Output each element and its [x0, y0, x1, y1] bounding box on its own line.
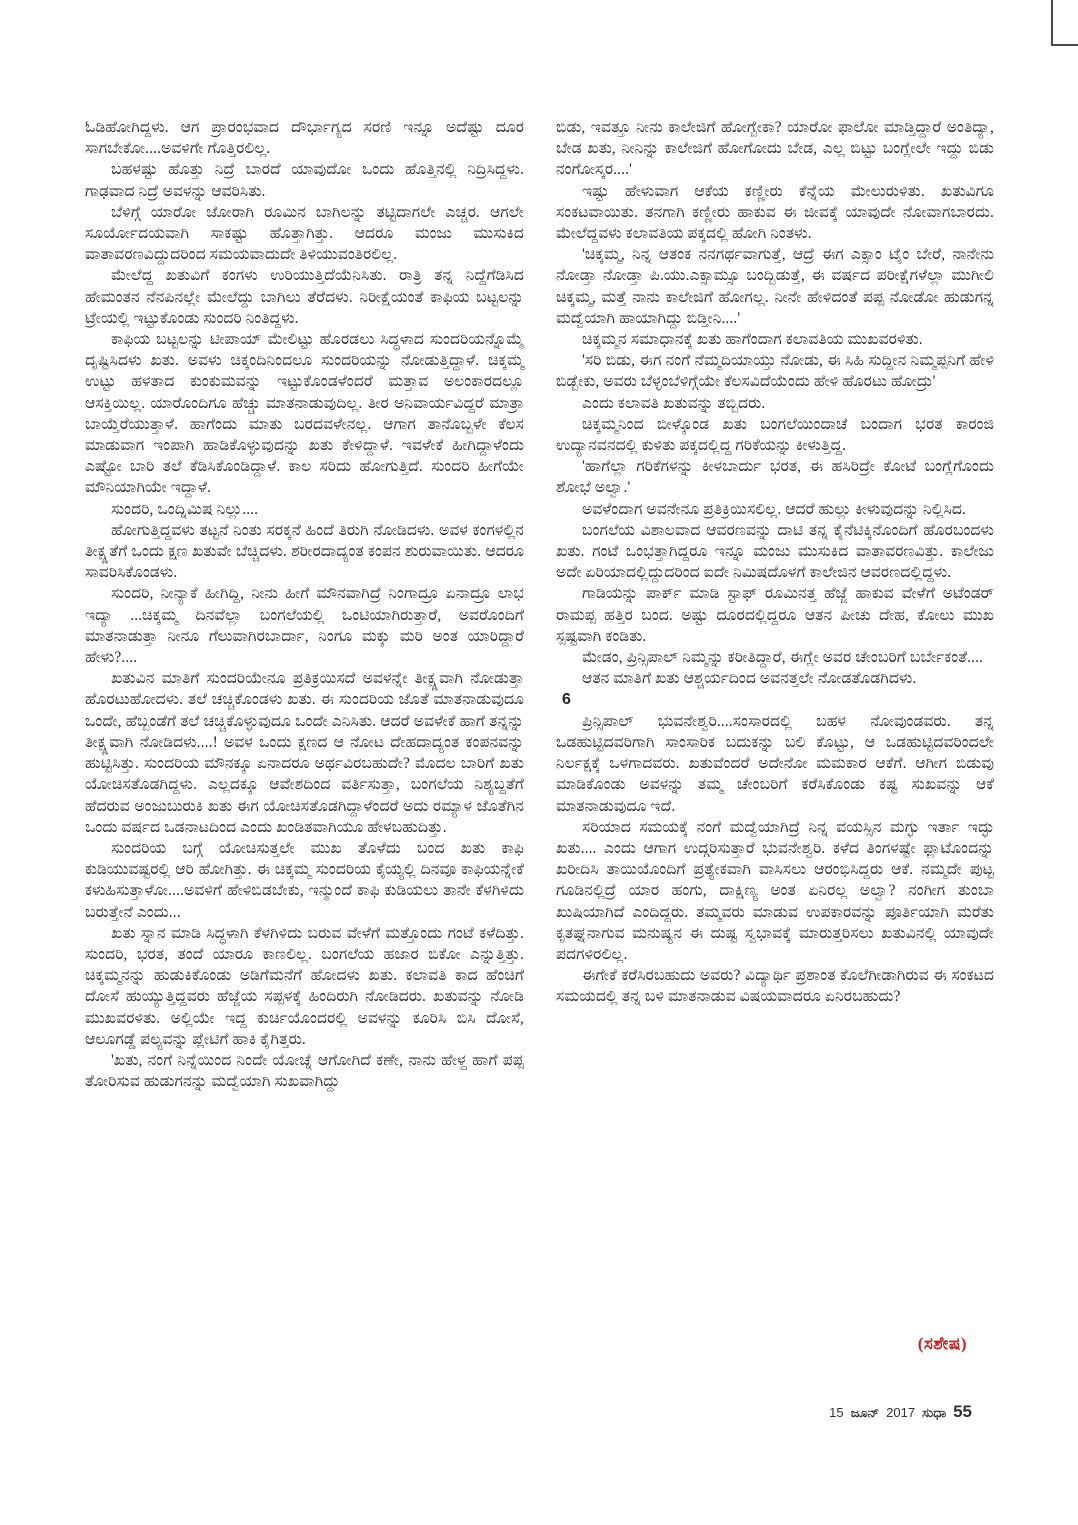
continuation-note: (ಸಶೇಷ) [917, 1334, 967, 1353]
paragraph: ಖತುವಿನ ಮಾತಿಗೆ ಸುಂದರಿಯೇನೂ ಪ್ರತಿಕ್ರಯಿಸದೆ ಅವಳನ್ನೇ ತೀಕ್ಷ್ಣವಾಗಿ ನೋಡುತ್ತಾ ಹೊರಟುಹೋದಳು. ತಲೆ ಚಚ್ಚಿಕೊಂಡಳು ಖತು. ಈ ಸುಂದರಿಯ ಜೊತೆ ಮಾತನಾಡುವುದೂ ಒಂದೇ, ಹೆಬ್ಬಂಡೆಗೆ ತಲೆ ಚಚ್ಚಿಕೊಳ್ಳುವುದೂ ಒಂದೇ ಎನಿಸಿತು. ಆದರೆ ಅವಳೇಕೆ ಹಾಗೆ ತನ್ನನ್ನು ತೀಕ್ಷ್ಣವಾಗಿ ನೋಡಿದಳು....! ಅವಳ ಒಂದು ಕ್ಷಣದ ಆ ನೋಟ ದೇಹದಾದ್ಯಂತ ಕಂಪನವನ್ನು ಹುಟ್ಟಿಸಿತ್ತು. ಸುಂದರಿಯ ಮೌನಕ್ಕೂ ಏನಾದರೂ ಅರ್ಥವಿರಬಹುದೇ? ಮೊದಲ ಬಾರಿಗೆ ಖತು ಯೋಚಿಸತೊಡಗಿದ್ದಳು. ಎಲ್ಲದಕ್ಕೂ ಆವೇಶದಿಂದ ವರ್ತಿಸುತ್ತಾ, ಬಂಗಲೆಯ ನಿಶ್ಯಬ್ದತೆಗೆ ಹೆದರುವ ಅಂಜುಬುರುಕಿ ಖತು ಈಗ ಯೋಚಿಸತೊಡಗಿದ್ದಾಳೆಂದರೆ ಅದು ರಮ್ಯಾಳ ಜೊತೆಗಿನ ಒಂದು ವರ್ಷದ ಒಡನಾಟದಿಂದ ಎಂದು ಖಂಡಿತವಾಗಿಯೂ ಹೇಳಬಹುದಿತ್ತು. [85, 670, 524, 836]
paragraph: ಇಷ್ಟು ಹೇಳುವಾಗ ಆಕೆಯ ಕಣ್ಣೀರು ಕೆನ್ನೆಯ ಮೇಲುರುಳಿತು. ಖತುವಿಗೂ ಸಂಕಟವಾಯಿತು. ತನಗಾಗಿ ಕಣ್ಣೀರು ಹಾಕುವ ಈ ಜೀವಕ್ಕೆ ಯಾವುದೇ ನೋವಾಗಬಾರದು. ಮೇಲೆದ್ದವಳು ಕಲಾವತಿಯ ಪಕ್ಕದಲ್ಲಿ ಹೋಗಿ ನಿಂತಳು. [556, 182, 994, 243]
paragraph: ಬೆಳಿಗ್ಗೆ ಯಾರೋ ಜೋರಾಗಿ ರೂಮಿನ ಬಾಗಿಲನ್ನು ತಟ್ಟಿದಾಗಲೇ ಎಚ್ಚರ. ಆಗಲೇ ಸೂರ್ಯೋದಯವಾಗಿ ಸಾಕಷ್ಟು ಹೊತ್ತಾಗಿತ್ತು. ಆದರೂ ಮಂಜು ಮುಸುಕಿದ ವಾತಾವರಣವಿದ್ದುದರಿಂದ ಸಮಯವಾದುದೇ ತಿಳಿಯುವಂತಿರಲಿಲ್ಲ. [85, 203, 524, 264]
text-column-left [85, 117, 524, 1092]
paragraph: ಚಿಕ್ಕಮ್ಮನ ಸಮಾಧಾನಕ್ಕೆ ಖತು ಹಾಗೆಂದಾಗ ಕಲಾವತಿಯ ಮುಖವರಳಿತು. [582, 331, 923, 349]
paragraph: ಸುಂದರಿಯ ಬಗ್ಗೆ ಯೋಚಿಸುತ್ತಲೇ ಮುಖ ತೊಳೆದು ಬಂದ ಖತು ಕಾಫಿ ಕುಡಿಯುವಷ್ಟರಲ್ಲಿ ಆರಿ ಹೋಗಿತ್ತು. ಈ ಚಿಕ್ಕಮ್ಮ ಸುಂದರಿಯ ಕೈಯ್ಯಲ್ಲಿ ದಿನವೂ ಕಾಫಿಯನ್ನೇಕೆ ಕಳುಹಿಸುತ್ತಾಳೋ....ಅವಳಿಗೆ ಹೇಳಿಬಿಡಬೇಕು, ಇನ್ಮುಂದೆ ಕಾಫಿ ಕುಡಿಯಲು ತಾನೇ ಕೆಳಗಿಳಿದು ಬರುತ್ತೇನೆ ಎಂದು... [85, 839, 524, 921]
text-column-right [556, 117, 994, 1008]
paragraph: ಸರಿಯಾದ ಸಮಯಕ್ಕೆ ನಂಗೆ ಮದ್ವೆಯಾಗಿದ್ರೆ ನಿನ್ನ ವಯಸ್ಸಿನ ಮಗ್ಳು ಇರ್ತಾ ಇದ್ಳು ಖತು.... ಎಂದು ಆಗಾಗ ಉದ್ಗರಿಸುತ್ತಾರೆ ಭುವನೇಶ್ವರಿ. ಕಳೆದ ತಿಂಗಳಷ್ಟೇ ಫ್ಲಾಟೊಂದನ್ನು ಖರೀದಿಸಿ ತಾಯಿಯೊಂದಿಗೆ ಪ್ರತ್ಯೇಕವಾಗಿ ವಾಸಿಸಲು ಆರಂಭಿಸಿದ್ದರು ಆಕೆ. ನಮ್ಮದೇ ಪುಟ್ಟ ಗೂಡಿನಲ್ಲಿದ್ರೆ ಯಾರ ಹಂಗು, ದಾಕ್ಷಿಣ್ಯ ಅಂತ ಏನಿರಲ್ಲ ಅಲ್ವಾ? ನಂಗೀಗ ತುಂಬಾ ಖುಷಿಯಾಗಿದೆ ಎಂದಿದ್ದರು. ತಮ್ಮವರು ಮಾಡುವ ಉಪಕಾರವನ್ನು ಪೂರ್ತಿಯಾಗಿ ಮರೆತು ಕೃತಘ್ನನಾಗುವ ಮನುಷ್ಯನ ಈ ದುಷ್ಟ ಸ್ವಭಾವಕ್ಕೆ ಮಾರುತ್ತರಿಸಲು ಖತುವಿನಲ್ಲಿ ಯಾವುದೇ ಪದಗಳಿರಲಿಲ್ಲ. [556, 818, 994, 963]
paragraph: ಮೇಲೆದ್ದ ಖತುವಿಗೆ ಕಂಗಳು ಉರಿಯುತ್ತಿದೆಯೆನಿಸಿತು. ರಾತ್ರಿ ತನ್ನ ನಿದ್ದೆಗೆಡಿಸಿದ ಹೇಮಂತನ ನೆನಪಿನಲ್ಲೇ ಮೇಲೆದ್ದು ಬಾಗಿಲು ತೆರೆದಳು. ನಿರೀಕ್ಷೆಯಂತೆ ಕಾಫಿಯ ಬಟ್ಟಲನ್ನು ಟ್ರೇಯಲ್ಲಿ ಇಟ್ಟುಕೊಂಡು ಸುಂದರಿ ನಿಂತಿದ್ದಳು. [85, 267, 525, 327]
paragraph: ಬಂಗಲೆಯ ವಿಶಾಲವಾದ ಆವರಣವನ್ನು ದಾಟಿ ತನ್ನ ಕೈನೆಟಿಕ್ಕಿನೊಂದಿಗೆ ಹೊರಬಂದಳು ಖತು. ಗಂಟೆ ಒಂಭತ್ತಾಗಿದ್ದರೂ ಇನ್ನೂ ಮಂಜು ಮುಸುಕಿದ ವಾತಾವರಣವಿತ್ತು. ಕಾಲೇಜು ಅದೇ ಏರಿಯಾದಲ್ಲಿದ್ದುದರಿಂದ ಐದೇ ನಿಮಿಷದೊಳಗೆ ಕಾಲೇಜಿನ ಆವರಣದಲ್ಲಿದ್ದಳು. [556, 521, 994, 582]
paragraph: ಕಾಫಿಯ ಬಟ್ಟಲನ್ನು ಟೀಪಾಯ್ ಮೇಲಿಟ್ಟು ಹೊರಡಲು ಸಿದ್ಧಳಾದ ಸುಂದರಿಯನ್ನೊಮ್ಮೆ ದೃಷ್ಟಿಸಿದಳು ಖತು. ಅವಳು ಚಿಕ್ಕಂದಿನಿಂದಲೂ ಸುಂದರಿಯನ್ನು ನೋಡುತ್ತಿದ್ದಾಳೆ. ಚಿಕ್ಕಮ್ಮ ಉಟ್ಟು ಹಳತಾದ ಕುಂಕುಮವನ್ನು ಇಟ್ಟುಕೊಂಡಳೆಂದರೆ ಮತ್ತಾವ ಅಲಂಕಾರದಲ್ಲೂ ಆಸಕ್ತಿಯಿಲ್ಲ. ಯಾರೊಂದಿಗೂ ಹೆಚ್ಚು ಮಾತನಾಡುವುದಿಲ್ಲ. ತೀರ ಅನಿವಾರ್ಯವಿದ್ದರೆ ಮಾತ್ರಾ ಬಾಯ್ತೆರೆಯುತ್ತಾಳೆ. ಹಾಗೆಂದು ಮಾತು ಬರದವಳೇನಲ್ಲ. ಆಗಾಗ ತಾನೊಬ್ಬಳೇ ಕೆಲಸ ಮಾಡುವಾಗ ಇಂಪಾಗಿ ಹಾಡಿಕೊಳ್ಳುವುದನ್ನು ಖತು ಕೇಳಿದ್ದಾಳೆ. ಇವಳೇಕೆ ಹೀಗಿದ್ದಾಳೆಂದು ಎಷ್ಟೋ ಬಾರಿ ತಲೆ ಕೆಡಿಸಿಕೊಂಡಿದ್ದಾಳೆ. ಕಾಲ ಸರಿದು ಹೋಗುತ್ತಿದೆ. ಸುಂದರಿ ಹೀಗೆಯೇ ಮೌನಿಯಾಗಿಯೇ ಇದ್ದಾಳೆ. [85, 331, 524, 497]
footer-page-number: 55 [953, 1402, 972, 1421]
paragraph: ಓಡಿಹೋಗಿದ್ದಳು. ಆಗ ಪ್ರಾರಂಭವಾದ ದೌರ್ಭಾಗ್ಯದ ಸರಣಿ ಇನ್ನೂ ಅದೆಷ್ಟು ದೂರ ಸಾಗಬೇಕೋ....ಅವಳಿಗೇ ಗೊತ್ತಿರಲಿಲ್ಲ. [85, 119, 524, 158]
paragraph: ಗಾಡಿಯನ್ನು ಪಾರ್ಕ್ ಮಾಡಿ ಸ್ಟಾಫ್ ರೂಮಿನತ್ತ ಹೆಜ್ಜೆ ಹಾಕುವ ವೇಳೆಗೆ ಅಟೆಂಡರ್ ರಾಮಪ್ಪ ಹತ್ತಿರ ಬಂದ. ಅಷ್ಟು ದೂರದಲ್ಲಿದ್ದರೂ ಆತನ ಪೀಚು ದೇಹ, ಕೋಲು ಮುಖ ಸ್ಪಷ್ಟವಾಗಿ ಕಂಡಿತು. [556, 585, 994, 645]
crop-mark-icon [1051, 0, 1078, 46]
paragraph: ಅವಳೆಂದಾಗ ಅವನೇನೂ ಪ್ರತಿಕ್ರಿಯಿಸಲಿಲ್ಲ. ಆದರೆ ಹುಲ್ಲು ಕೀಳುವುದನ್ನು ನಿಲ್ಲಿಸಿದ. [582, 500, 966, 518]
paragraph: 'ಹಾಗೆಲ್ಲಾ ಗರಿಕೆಗಳನ್ನು ಕೀಳಬಾರ್ದು ಭರತ, ಈ ಹಸಿರಿದ್ರೇ ಕೋಟೆ ಬಂಗ್ಲೆಗೊಂದು ಶೋಭೆ ಅಲ್ವಾ.' [556, 458, 994, 497]
paragraph: ಸುಂದರಿ, ನೀನ್ಯಾಕೆ ಹೀಗಿದ್ದಿ, ನೀನು ಹೀಗೆ ಮೌನವಾಗಿದ್ರೆ ನಿಂಗಾದ್ರೂ ಏನಾದ್ರೂ ಲಾಭ ಇದ್ಯಾ ...ಚಿಕ್ಕಮ್ಮ ದಿನವೆಲ್ಲಾ ಬಂಗಲೆಯಲ್ಲಿ ಒಂಟಿಯಾಗಿರುತ್ತಾರೆ, ಅವರೊಂದಿಗೆ ಮಾತನಾಡುತ್ತಾ ನೀನೂ ಗೆಲುವಾಗಿರಬಾರ್ದಾ, ನಿಂಗೂ ಮಕ್ಕು ಮರಿ ಅಂತ ಯಾರಿದ್ದಾರೆ ಹೇಳು?.... [85, 585, 524, 667]
paragraph: ಬಿಡು, ಇವತ್ತೂ ನೀನು ಕಾಲೇಜಿಗೆ ಹೋಗ್ಬೇಕಾ? ಯಾರೋ ಫಾಲೋ ಮಾಡ್ತಿದ್ದಾರೆ ಅಂತಿದ್ಯಾ, ಬೇಡ ಖತು, ನೀನಿನ್ನು ಕಾಲೇಜಿಗೆ ಹೋಗೋದು ಬೇಡ, ಎಲ್ಲ ಬಿಟ್ಟು ಬಂಗ್ಲೇಲೇ ಇದ್ದು ಬಿಡು ನಂಗೋಸ್ಕರ....' [556, 119, 994, 179]
paragraph: ಖತು ಸ್ನಾನ ಮಾಡಿ ಸಿದ್ಧಳಾಗಿ ಕೆಳಗಿಳಿದು ಬರುವ ವೇಳೆಗೆ ಮತ್ತೊಂದು ಗಂಟೆ ಕಳೆದಿತ್ತು. ಸುಂದರಿ, ಭರತ, ತಂದೆ ಯಾರೂ ಕಾಣಲಿಲ್ಲ. ಬಂಗಲೆಯ ಹಜಾರ ಬಿಕೋ ಎನ್ನುತ್ತಿತ್ತು. ಚಿಕ್ಕಮ್ಮನನ್ನು ಹುಡುಕಿಕೊಂಡು ಅಡಿಗೆಮನೆಗೆ ಹೋದಳು ಖತು. ಕಲಾವತಿ ಕಾದ ಹೆಂಚಿಗೆ ದೋಸೆ ಹುಯ್ಯುತ್ತಿದ್ದವರು ಹೆಜ್ಜೆಯ ಸಪ್ಪಳಕ್ಕೆ ಹಿಂದಿರುಗಿ ನೋಡಿದರು. ಖತುವನ್ನು ನೋಡಿ ಮುಖವರಳಿತು. ಅಲ್ಲಿಯೇ ಇದ್ದ ಕುರ್ಚಿಯೊಂದರಲ್ಲಿ ಅವಳನ್ನು ಕೂರಿಸಿ ಬಿಸಿ ದೋಸೆ, ಆಲೂಗಡ್ಡೆ ಪಲ್ಯವನ್ನು ಪ್ಲೇಟಿಗೆ ಹಾಕಿ ಕೈಗಿತ್ತರು. [85, 924, 524, 1048]
paragraph: 'ಸರಿ ಬಿಡು, ಈಗ ನಂಗೆ ನೆಮ್ಮದಿಯಾಯ್ತು ನೋಡು, ಈ ಸಿಹಿ ಸುದ್ದೀನ ನಿಮ್ಮಪ್ಪನಿಗೆ ಹೇಳಿ ಬಿಡ್ಬೇಕು, ಅವರು ಬೆಳ್ಳಂಬೆಳಿಗ್ಗೆಯೇ ಕೆಲಸವಿದೆಯೆಂದು ಹೇಳಿ ಹೊರಟು ಹೋದ್ರು' [556, 352, 994, 391]
paragraph: ಆತನ ಮಾತಿಗೆ ಖತು ಆಶ್ಚರ್ಯದಿಂದ ಅವನತ್ತಲೇ ನೋಡತೊಡಗಿದಳು. [582, 670, 917, 688]
section-number: 6 [562, 691, 571, 709]
footer-date-year: 2017 [886, 1405, 916, 1420]
paragraph: ಪ್ರಿನ್ಸಿಪಾಲ್ ಭುವನೇಶ್ವರಿ....ಸಂಸಾರದಲ್ಲಿ ಬಹಳ ನೋವುಂಡವರು. ತನ್ನ ಒಡಹುಟ್ಟಿದವರಿಗಾಗಿ ಸಾಂಸಾರಿಕ ಬದುಕನ್ನು ಬಲಿ ಕೊಟ್ಟು, ಆ ಒಡಹುಟ್ಟಿದವರಿಂದಲೇ ನಿರ್ಲಕ್ಷಕ್ಕೆ ಒಳಗಾದವರು. ಖತುವೆಂದರೆ ಅದೇನೋ ಮಮಕಾರ ಆಕೆಗೆ. ಆಗೀಗ ಬಿಡುವು ಮಾಡಿಕೊಂಡು ಅವಳನ್ನು ತಮ್ಮ ಚೇಂಬರಿಗೆ ಕರೆಸಿಕೊಂಡು ಕಷ್ಟ ಸುಖವನ್ನು ಆಕೆ ಮಾತನಾಡುವುದೂ ಇದೆ. [556, 712, 994, 815]
paragraph: ಸುಂದರಿ, ಒಂದ್ನಿಮಿಷ ನಿಲ್ಲು.... [111, 500, 259, 518]
page-footer [829, 1402, 972, 1422]
paragraph: 'ಚಿಕ್ಕಮ್ಮ, ನಿನ್ನ ಆತಂಕ ನನಗರ್ಥವಾಗುತ್ತೆ, ಆದ್ರೆ ಈಗ ಎಕ್ಸಾಂ ಟೈಂ ಬೇರೆ, ನಾನೇನು ನೋಡ್ತಾ ನೋಡ್ತಾ ಪಿ.ಯು.ಎಕ್ಸಾಮ್ಸೂ ಬಂದ್ಬಿಡುತ್ತೆ, ಈ ವರ್ಷದ ಪರೀಕ್ಷೆಗಳೆಲ್ಲಾ ಮುಗೀಲಿ ಚಿಕ್ಕಮ್ಮ, ಮತ್ತೆ ನಾನು ಕಾಲೇಜಿಗೆ ಹೋಗಲ್ಲ. ನೀನೇ ಹೇಳಿದಂತೆ ಪಪ್ಪ ನೋಡೋ ಹುಡುಗನ್ನ ಮದ್ವೆಯಾಗಿ ಹಾಯಾಗಿದ್ದು ಬಿಡ್ತೀನಿ....' [556, 246, 994, 327]
paragraph: ಬಹಳಷ್ಟು ಹೊತ್ತು ನಿದ್ರೆ ಬಾರದೆ ಯಾವುದೋ ಒಂದು ಹೊತ್ತಿನಲ್ಲಿ ನಿದ್ರಿಸಿದ್ದಳು. ಗಾಢವಾದ ನಿದ್ರೆ ಅವಳನ್ನು ಆವರಿಸಿತು. [85, 161, 524, 200]
footer-date-day: 15 [829, 1405, 844, 1420]
footer-date-month: ಜೂನ್ [850, 1405, 880, 1420]
paragraph: ಚಿಕ್ಕಮ್ಮನಿಂದ ಬೀಳ್ಕೊಂಡ ಖತು ಬಂಗಲೆಯಿಂದಾಚೆ ಬಂದಾಗ ಭರತ ಕಾರಂಜಿ ಉದ್ಯಾನವನದಲ್ಲಿ ಕುಳಿತು ಪಕ್ಕದಲ್ಲಿದ್ದ ಗರಿಕೆಯನ್ನು ಕೀಳುತ್ತಿದ್ದ. [556, 415, 994, 455]
footer-magazine-name: ಸುಧಾ [922, 1405, 947, 1420]
paragraph: 'ಖತು, ನಂಗೆ ನಿನ್ನೆಯಿಂದ ನಿಂದೇ ಯೋಚ್ನೆ ಆಗೋಗಿದೆ ಕಣೇ, ನಾನು ಹೇಳ್ದ ಹಾಗೆ ಪಪ್ಪ ತೋರಿಸುವ ಹುಡುಗನನ್ನು ಮದ್ವೆಯಾಗಿ ಸುಖವಾಗಿದ್ದು [85, 1051, 524, 1091]
paragraph: ಈಗೇಕೆ ಕರೆಸಿರಬಹುದು ಅವರು? ವಿದ್ಯಾರ್ಥಿ ಪ್ರಶಾಂತ ಕೊಲೆಗೀಡಾಗಿರುವ ಈ ಸಂಕಟದ ಸಮಯದಲ್ಲಿ ತನ್ನ ಬಳಿ ಮಾತನಾಡುವ ವಿಷಯವಾದರೂ ಏನಿರಬಹುದು? [556, 967, 994, 1006]
paragraph: ಮೇಡಂ, ಪ್ರಿನ್ಸಿಪಾಲ್ ನಿಮ್ಮನ್ನು ಕರೀತಿದ್ದಾರೆ, ಈಗ್ಲೇ ಅವರ ಚೇಂಬರಿಗೆ ಬರ್ಬೇಕಂತೆ.... [582, 649, 984, 667]
paragraph: ಎಂದು ಕಲಾವತಿ ಖತುವನ್ನು ತಬ್ಬಿದರು. [582, 394, 766, 412]
paragraph: ಹೋಗುತ್ತಿದ್ದವಳು ತಟ್ಟನೆ ನಿಂತು ಸರಕ್ಕನೆ ಹಿಂದೆ ತಿರುಗಿ ನೋಡಿದಳು. ಅವಳ ಕಂಗಳಲ್ಲಿನ ತೀಕ್ಷ್ಣತೆಗೆ ಒಂದು ಕ್ಷಣ ಖತುವೇ ಬೆಚ್ಚಿದಳು. ಶರೀರದಾದ್ಯಂತ ಕಂಪನ ಶುರುವಾಯಿತು. ಆದರೂ ಸಾವರಿಸಿಕೊಂಡಳು. [85, 521, 524, 582]
